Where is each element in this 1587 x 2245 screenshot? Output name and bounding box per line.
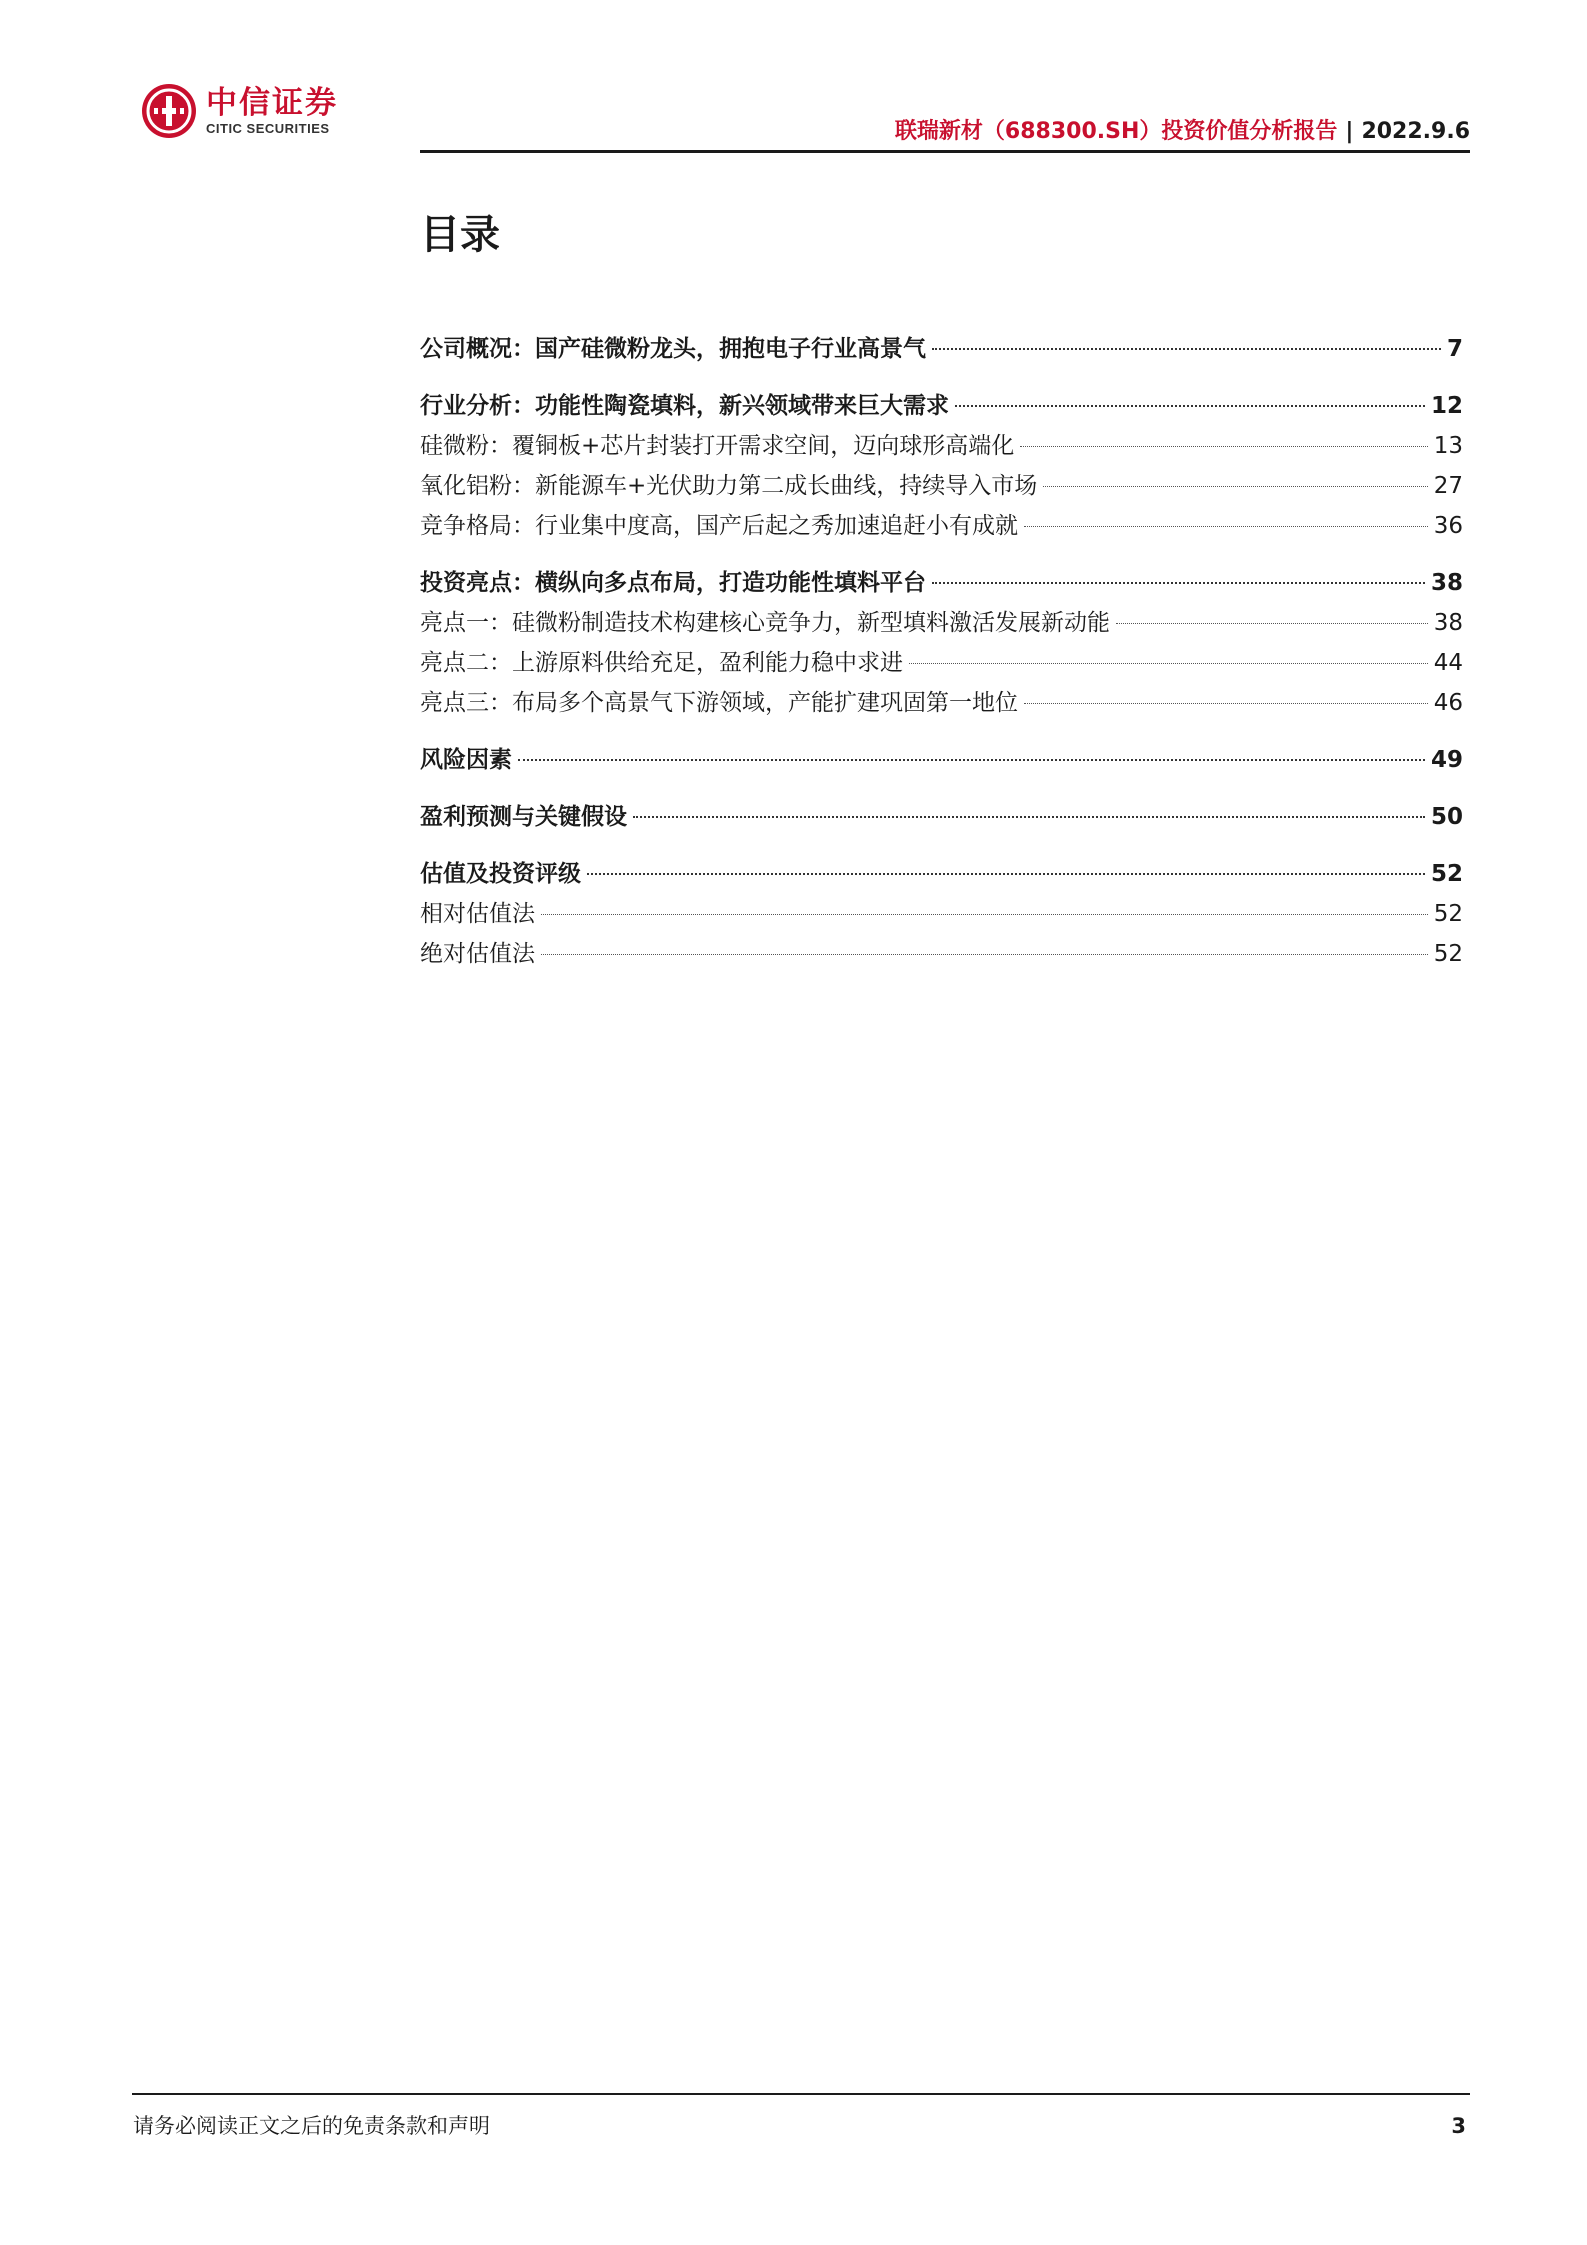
toc-dot-leader bbox=[955, 405, 1425, 407]
logo-english-name: CITIC SECURITIES bbox=[206, 121, 330, 136]
toc-entry-title: 盈利预测与关键假设 bbox=[420, 804, 627, 830]
toc-dot-leader bbox=[541, 914, 1428, 915]
toc-entry-title: 亮点三：布局多个高景气下游领域，产能扩建巩固第一地位 bbox=[420, 690, 1018, 716]
toc-entry-page: 12 bbox=[1430, 393, 1463, 419]
toc-entry[interactable] bbox=[420, 386, 1463, 426]
toc-entry[interactable] bbox=[420, 563, 1463, 603]
toc-entry-title: 公司概况：国产硅微粉龙头，拥抱电子行业高景气 bbox=[420, 336, 926, 362]
toc-entry-page: 52 bbox=[1433, 941, 1463, 967]
toc-entry-page: 46 bbox=[1433, 690, 1463, 716]
toc-subentry[interactable] bbox=[420, 466, 1463, 506]
toc-entry[interactable] bbox=[420, 740, 1463, 780]
toc-dot-leader bbox=[587, 873, 1425, 875]
toc-dot-leader bbox=[1043, 486, 1427, 487]
toc-entry-page: 50 bbox=[1430, 804, 1463, 830]
toc-entry-title: 竞争格局：行业集中度高，国产后起之秀加速追赶小有成就 bbox=[420, 513, 1018, 539]
toc-heading: 目录 bbox=[420, 212, 500, 258]
toc-subentry[interactable] bbox=[420, 643, 1463, 683]
page-header bbox=[0, 0, 1587, 160]
toc-entry-page: 49 bbox=[1430, 747, 1463, 773]
toc-subentry[interactable] bbox=[420, 934, 1463, 974]
toc-entry-page: 52 bbox=[1433, 901, 1463, 927]
report-date: 2022.9.6 bbox=[1361, 119, 1470, 144]
toc-dot-leader bbox=[932, 582, 1425, 584]
toc-dot-leader bbox=[518, 759, 1425, 761]
toc-subentry[interactable] bbox=[420, 426, 1463, 466]
header-divider bbox=[420, 150, 1470, 153]
title-separator: | bbox=[1345, 119, 1354, 144]
toc-entry-page: 38 bbox=[1430, 570, 1463, 596]
page-number: 3 bbox=[1451, 2114, 1466, 2138]
report-title-line bbox=[895, 114, 1470, 145]
toc-entry-page: 27 bbox=[1433, 473, 1463, 499]
toc-subentry[interactable] bbox=[420, 894, 1463, 934]
toc-dot-leader bbox=[1020, 446, 1427, 447]
toc-entry-title: 行业分析：功能性陶瓷填料，新兴领域带来巨大需求 bbox=[420, 393, 949, 419]
toc-entry-title: 亮点二：上游原料供给充足，盈利能力稳中求进 bbox=[420, 650, 903, 676]
toc-dot-leader bbox=[541, 954, 1428, 955]
report-title: 联瑞新材（688300.SH）投资价值分析报告 bbox=[894, 119, 1338, 144]
toc-entry-title: 风险因素 bbox=[420, 747, 512, 773]
toc-entry-title: 估值及投资评级 bbox=[420, 861, 581, 887]
toc-dot-leader bbox=[932, 348, 1441, 350]
toc-subentry[interactable] bbox=[420, 683, 1463, 723]
toc-entry-page: 13 bbox=[1433, 433, 1463, 459]
toc-entry-page: 44 bbox=[1433, 650, 1463, 676]
citic-logo bbox=[140, 82, 338, 140]
logo-chinese-name: 中信证券 bbox=[206, 85, 338, 121]
toc-entry[interactable] bbox=[420, 329, 1463, 369]
footer-divider bbox=[132, 2093, 1470, 2095]
toc-entry[interactable] bbox=[420, 797, 1463, 837]
toc-entry-title: 亮点一：硅微粉制造技术构建核心竞争力，新型填料激活发展新动能 bbox=[420, 610, 1110, 636]
citic-logo-icon bbox=[140, 82, 198, 140]
toc-subentry[interactable] bbox=[420, 506, 1463, 546]
toc-dot-leader bbox=[1024, 703, 1428, 704]
toc-dot-leader bbox=[909, 663, 1428, 664]
toc-entry-title: 硅微粉：覆铜板+芯片封装打开需求空间，迈向球形高端化 bbox=[420, 433, 1015, 459]
toc-subentry[interactable] bbox=[420, 603, 1463, 643]
toc-entry-page: 7 bbox=[1446, 336, 1463, 362]
footer-disclaimer: 请务必阅读正文之后的免责条款和声明 bbox=[133, 2114, 490, 2138]
toc-entry-page: 52 bbox=[1430, 861, 1463, 887]
table-of-contents bbox=[420, 329, 1463, 974]
toc-dot-leader bbox=[1116, 623, 1428, 624]
toc-entry-title: 氧化铝粉：新能源车+光伏助力第二成长曲线，持续导入市场 bbox=[420, 473, 1038, 499]
toc-entry-title: 相对估值法 bbox=[420, 901, 535, 927]
toc-dot-leader bbox=[1024, 526, 1428, 527]
toc-entry-title: 绝对估值法 bbox=[420, 941, 535, 967]
toc-entry-page: 36 bbox=[1433, 513, 1463, 539]
toc-entry[interactable] bbox=[420, 854, 1463, 894]
toc-entry-title: 投资亮点：横纵向多点布局，打造功能性填料平台 bbox=[420, 570, 926, 596]
toc-dot-leader bbox=[633, 816, 1425, 818]
toc-entry-page: 38 bbox=[1433, 610, 1463, 636]
